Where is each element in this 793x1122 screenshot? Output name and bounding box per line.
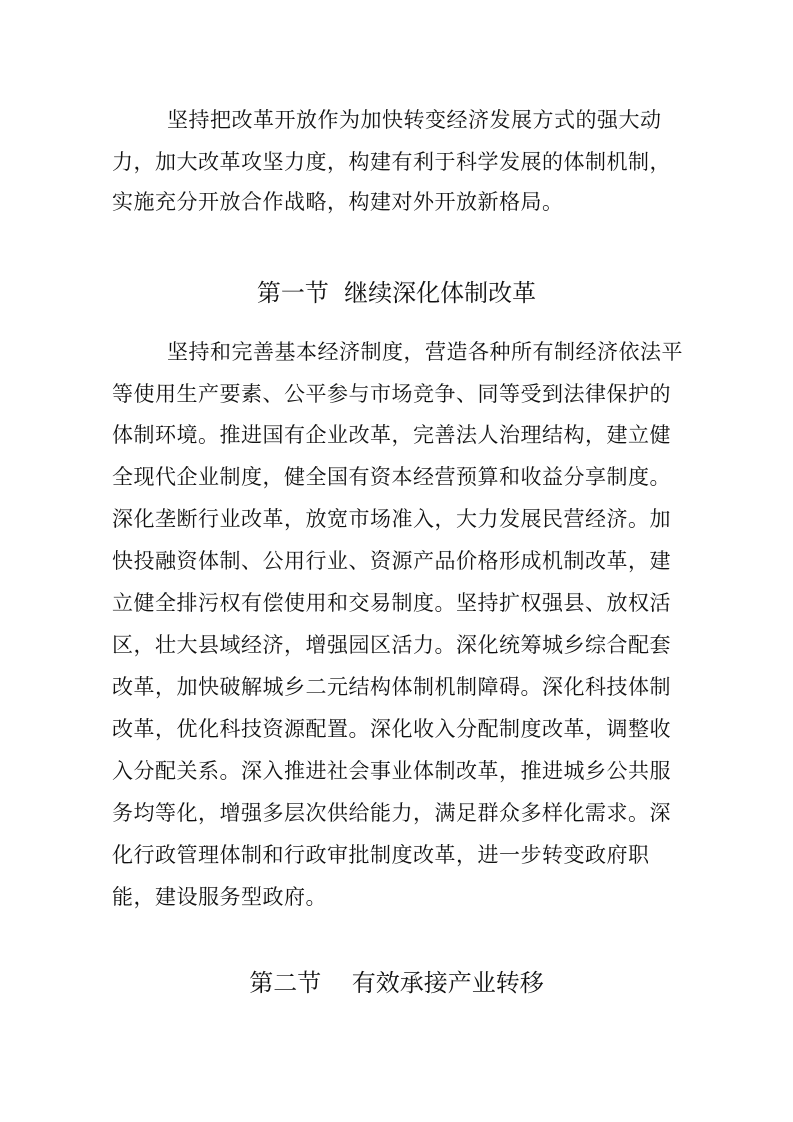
section-1-line-4: 全现代企业制度，健全国有资本经营预算和收益分享制度。 <box>112 465 671 489</box>
section-1-line-1: 坚持和完善基本经济制度，营造各种所有制经济依法平 <box>167 340 683 364</box>
section-1-line-6: 快投融资体制、公用行业、资源产品价格形成机制改革，建 <box>112 549 671 573</box>
section-1-line-9: 改革，加快破解城乡二元结构体制机制障碍。深化科技体制 <box>112 675 671 699</box>
section-1-line-7: 立健全排污权有偿使用和交易制度。坚持扩权强县、放权活 <box>112 591 671 615</box>
intro-line-1: 坚持把改革开放作为加快转变经济发展方式的强大动 <box>167 108 662 132</box>
section-1-line-3: 体制环境。推进国有企业改革，完善法人治理结构，建立健 <box>112 423 671 447</box>
section-1-line-13: 化行政管理体制和行政审批制度改革，进一步转变政府职 <box>112 843 650 867</box>
section-1-line-12: 务均等化，增强多层次供给能力，满足群众多样化需求。深 <box>112 801 671 825</box>
section-1-line-2: 等使用生产要素、公平参与市场竞争、同等受到法律保护的 <box>112 382 671 406</box>
section-1-heading: 第一节 继续深化体制改革 <box>256 279 537 307</box>
section-1-line-8: 区，壮大县域经济，增强园区活力。深化统筹城乡综合配套 <box>112 633 671 657</box>
section-1-line-5: 深化垄断行业改革，放宽市场准入，大力发展民营经济。加 <box>112 507 671 531</box>
section-1-line-11: 入分配关系。深入推进社会事业体制改革，推进城乡公共服 <box>112 759 671 783</box>
intro-line-2: 力，加大改革攻坚力度，构建有利于科学发展的体制机制， <box>112 150 671 174</box>
section-1-line-10: 改革，优化科技资源配置。深化收入分配制度改革，调整收 <box>112 717 671 741</box>
section-2-heading: 第二节 有效承接产业转移 <box>249 969 544 997</box>
section-1-line-14: 能，建设服务型政府。 <box>112 885 327 909</box>
intro-line-3: 实施充分开放合作战略，构建对外开放新格局。 <box>112 190 564 214</box>
